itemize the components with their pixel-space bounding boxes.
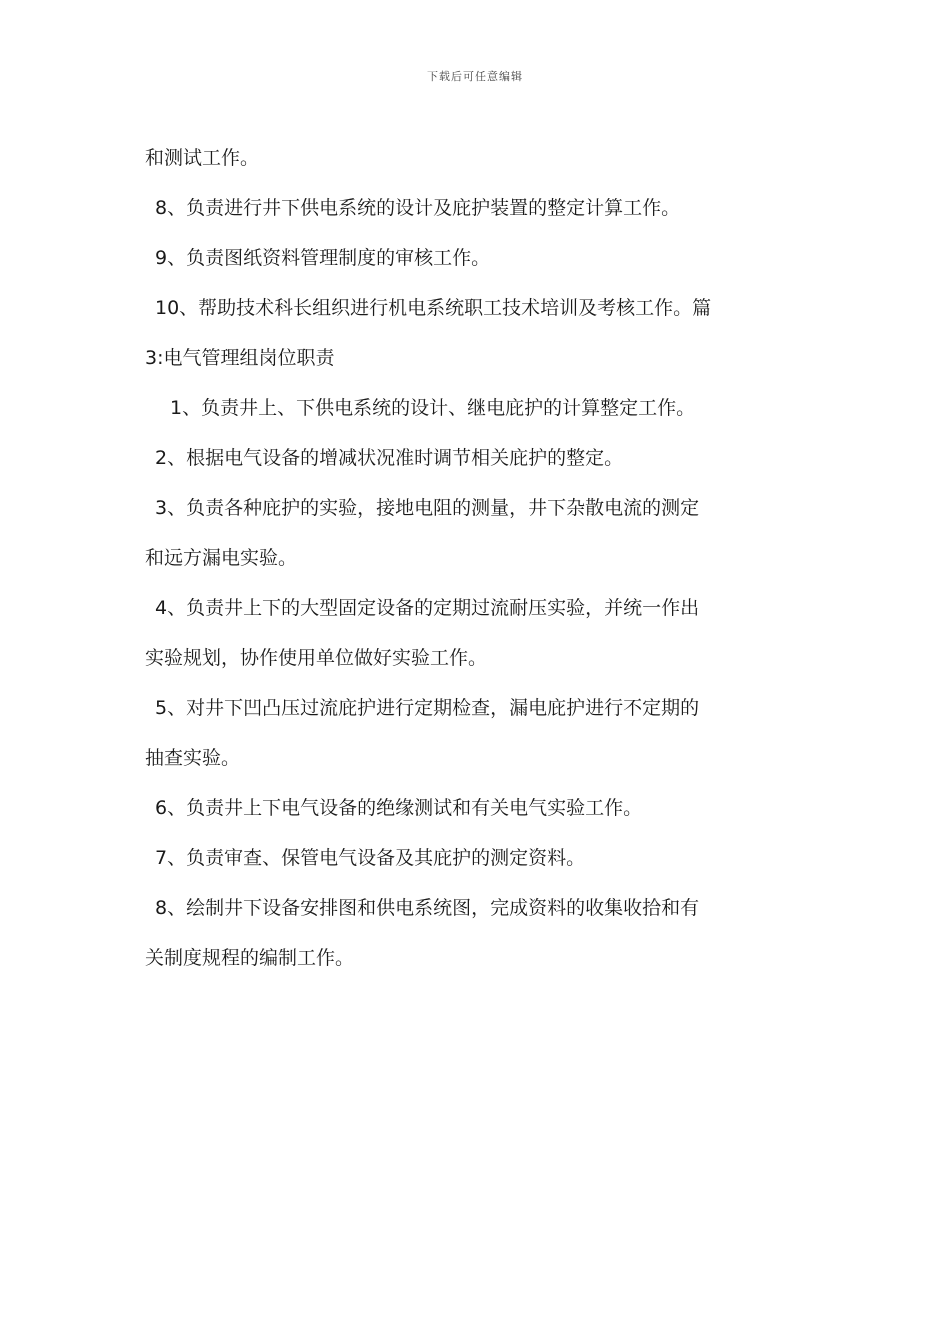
text-line: 8、绘制井下设备安排图和供电系统图，完成资料的收集收拾和有 bbox=[155, 897, 700, 919]
text-line: 3:电气管理组岗位职责 bbox=[145, 347, 335, 369]
page-header: 下载后可任意编辑 bbox=[427, 70, 523, 83]
text-line: 9、负责图纸资料管理制度的审核工作。 bbox=[155, 247, 491, 269]
text-line: 和远方漏电实验。 bbox=[145, 547, 298, 569]
text-line: 4、负责井上下的大型固定设备的定期过流耐压实验，并统一作出 bbox=[155, 597, 700, 619]
text-line: 6、负责井上下电气设备的绝缘测试和有关电气实验工作。 bbox=[155, 797, 643, 819]
text-line: 3、负责各种庇护的实验，接地电阻的测量，井下杂散电流的测定 bbox=[155, 497, 700, 519]
document-body bbox=[145, 133, 807, 983]
text-line: 10、帮助技术科长组织进行机电系统职工技术培训及考核工作。篇 bbox=[155, 297, 712, 319]
text-line: 实验规划，协作使用单位做好实验工作。 bbox=[145, 647, 488, 669]
text-line: 2、根据电气设备的增减状况准时调节相关庇护的整定。 bbox=[155, 447, 624, 469]
text-line: 8、负责进行井下供电系统的设计及庇护装置的整定计算工作。 bbox=[155, 197, 681, 219]
text-line: 抽查实验。 bbox=[145, 747, 241, 769]
text-line: 5、对井下凹凸压过流庇护进行定期检查，漏电庇护进行不定期的 bbox=[155, 697, 700, 719]
text-line: 7、负责审查、保管电气设备及其庇护的测定资料。 bbox=[155, 847, 586, 869]
text-line: 和测试工作。 bbox=[145, 147, 260, 169]
text-line: 关制度规程的编制工作。 bbox=[145, 947, 355, 969]
text-line: 1、负责井上、下供电系统的设计、继电庇护的计算整定工作。 bbox=[170, 397, 696, 419]
